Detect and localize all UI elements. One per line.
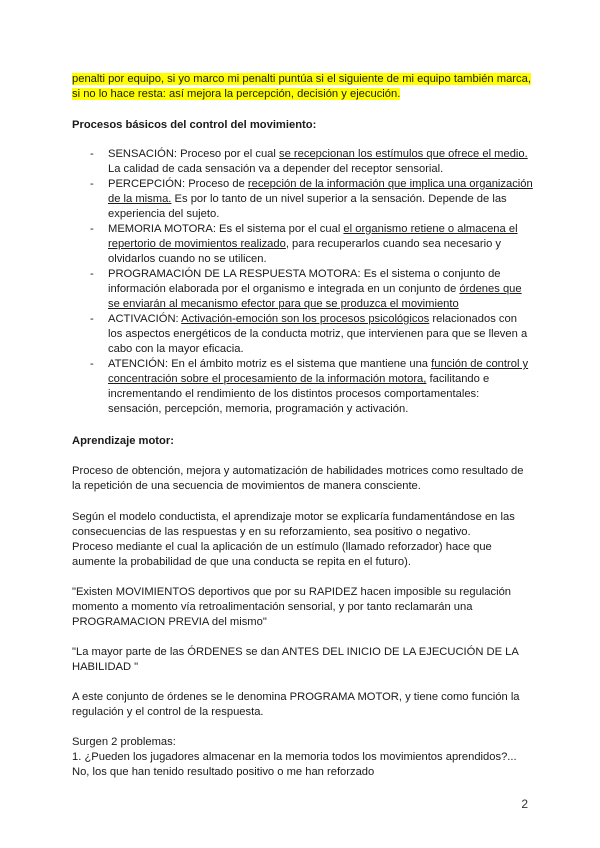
- section-heading-aprendizaje: Aprendizaje motor:: [72, 435, 174, 447]
- intro-line-2: si no lo hace resta: así mejora la percepción, decisión y ejecución.: [72, 88, 401, 100]
- list-item-programacion: - PROGRAMACIÓN DE LA RESPUESTA MOTORA: Es el sistema o conjunto de información elaborada por el organismo e integrada en un conjunto de órdenes que se enviarán al mecanismo efector para que se produzca el movimiento: [90, 268, 522, 310]
- intro-line-1: penalti por equipo, si yo marco mi penalti puntúa si el siguiente de mi equipo también marca,: [72, 73, 531, 85]
- paragraph-conductista: Según el modelo conductista, el aprendizaje motor se explicaría fundamentándose en las consecuencias de las respuestas y en su reforzamiento, sea positivo o negativo.: [72, 511, 515, 538]
- paragraph-problemas: Surgen 2 problemas:: [72, 736, 176, 748]
- page-number: 2: [521, 797, 528, 811]
- list-item-sensacion: - SENSACIÓN: Proceso por el cual se recepcionan los estímulos que ofrece el medio. La calidad de cada sensación va a depender del receptor sensorial.: [90, 148, 528, 175]
- list-item-atencion: - ATENCIÓN: En el ámbito motriz es el sistema que mantiene una función de control y concentración sobre el procesamiento de la información motora, facilitando e incrementando el rendimiento de los distintos procesos comportamentales: sensación, percepción, memoria, programación y activación.: [90, 358, 529, 415]
- list-item-percepcion: - PERCEPCIÓN: Proceso de recepción de la información que implica una organización de la misma. Es por lo tanto de un nivel superior a la sensación. Depende de las experiencia del sujeto.: [90, 178, 533, 220]
- quote-ordenes: "La mayor parte de las ÓRDENES se dan ANTES DEL INICIO DE LA EJECUCIÓN DE LA HABILIDAD ": [72, 646, 519, 673]
- section-heading-procesos: Procesos básicos del control del movimiento:: [72, 119, 317, 131]
- list-item-memoria: - MEMORIA MOTORA: Es el sistema por el cual el organismo retiene o almacena el repertorio de movimientos realizado, para recuperarlos cuando sea necesario y olvidarlos cuando no se utilicen.: [90, 223, 518, 265]
- process-list: [72, 147, 534, 417]
- paragraph-reforzador: Proceso mediante el cual la aplicación de un estímulo (llamado reforzador) hace que aumente la probabilidad de que una conducta se repita en el futuro).: [72, 541, 492, 568]
- document-page: [72, 72, 534, 780]
- paragraph-pregunta-1: 1. ¿Pueden los jugadores almacenar en la memoria todos los movimientos aprendidos?...: [72, 751, 517, 763]
- paragraph-definition: Proceso de obtención, mejora y automatización de habilidades motrices como resultado de la repetición de una secuencia de movimientos de manera consciente.: [72, 465, 524, 492]
- paragraph-respuesta-1: No, los que han tenido resultado positivo o me han reforzado: [72, 766, 375, 778]
- quote-movimientos: "Existen MOVIMIENTOS deportivos que por su RAPIDEZ hacen imposible su regulación momento a momento vía retroalimentación sensorial, y por tanto reclamarán una PROGRAMACION PREVIA del mismo": [72, 586, 512, 628]
- list-item-activacion: - ACTIVACIÓN: Activación-emoción son los procesos psicológicos relacionados con los aspectos energéticos de la conducta motriz, que intervienen para que se lleven a cabo con la mayor eficacia.: [90, 313, 528, 355]
- paragraph-programa-motor: A este conjunto de órdenes se le denomina PROGRAMA MOTOR, y tiene como función la regulación y el control de la respuesta.: [72, 691, 520, 718]
